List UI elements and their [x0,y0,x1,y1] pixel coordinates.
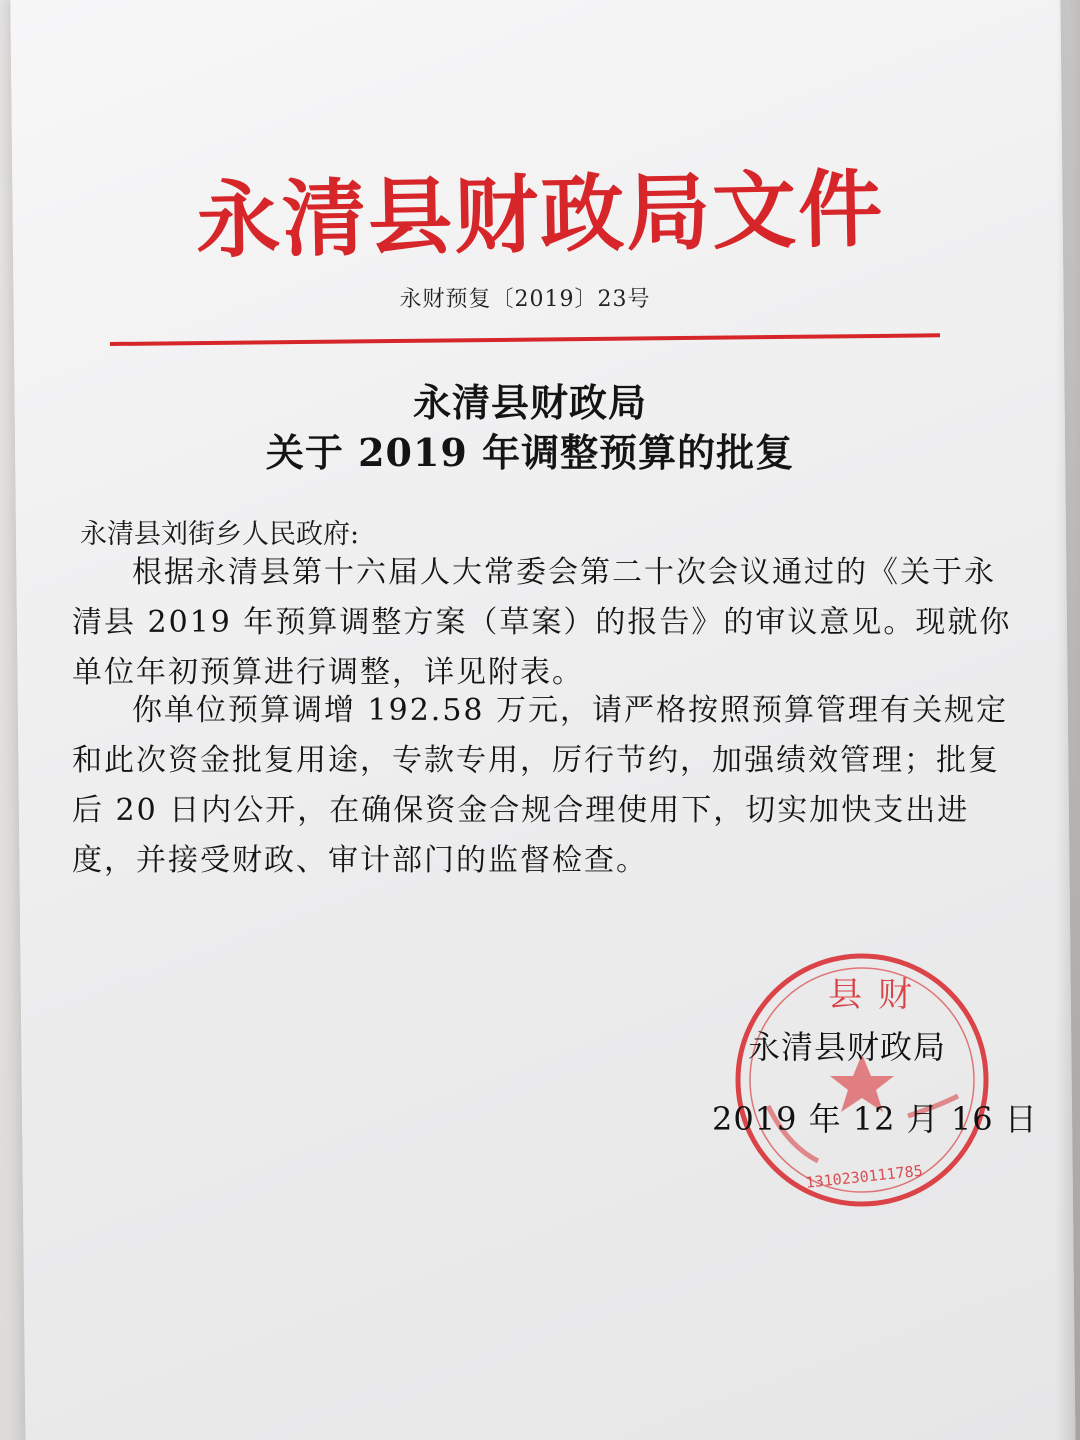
issue-date: 2019 年 12 月 16 日 [712,1100,1038,1138]
svg-text:财: 财 [878,975,912,1015]
body-paragraph-2: 你单位预算调增 192.58 万元，请严格按照预算管理有关规定和此次资金批复用途，专款专用，厉行节约，加强绩效管理；批复后 20 日内公开，在确保资金合规合理使用下，切实加快支出进度，并接受财政、审计部门的监督检查。 [72,693,1009,878]
document-title-line-1: 永清县财政局 [412,380,647,425]
body-paragraph-1: 根据永清县第十六届人大常委会第二十次会议通过的《关于永清县 2019 年预算调整方案（草案）的报告》的审议意见。现就你单位年初预算进行调整，详见附表。 [72,555,1012,690]
addressee: 永清县刘街乡人民政府: [80,519,360,550]
document-issuer-header: 永清县财政局文件 [195,159,885,270]
document-number: 永财预复〔2019〕23号 [399,287,651,312]
official-seal-icon [728,946,996,1214]
signatory: 永清县财政局 [748,1028,947,1066]
document-title-line-2: 关于 2019 年调整预算的批复 [265,430,795,475]
svg-text:县: 县 [828,975,862,1015]
svg-text:1310230111785: 1310230111785 [804,1161,924,1192]
